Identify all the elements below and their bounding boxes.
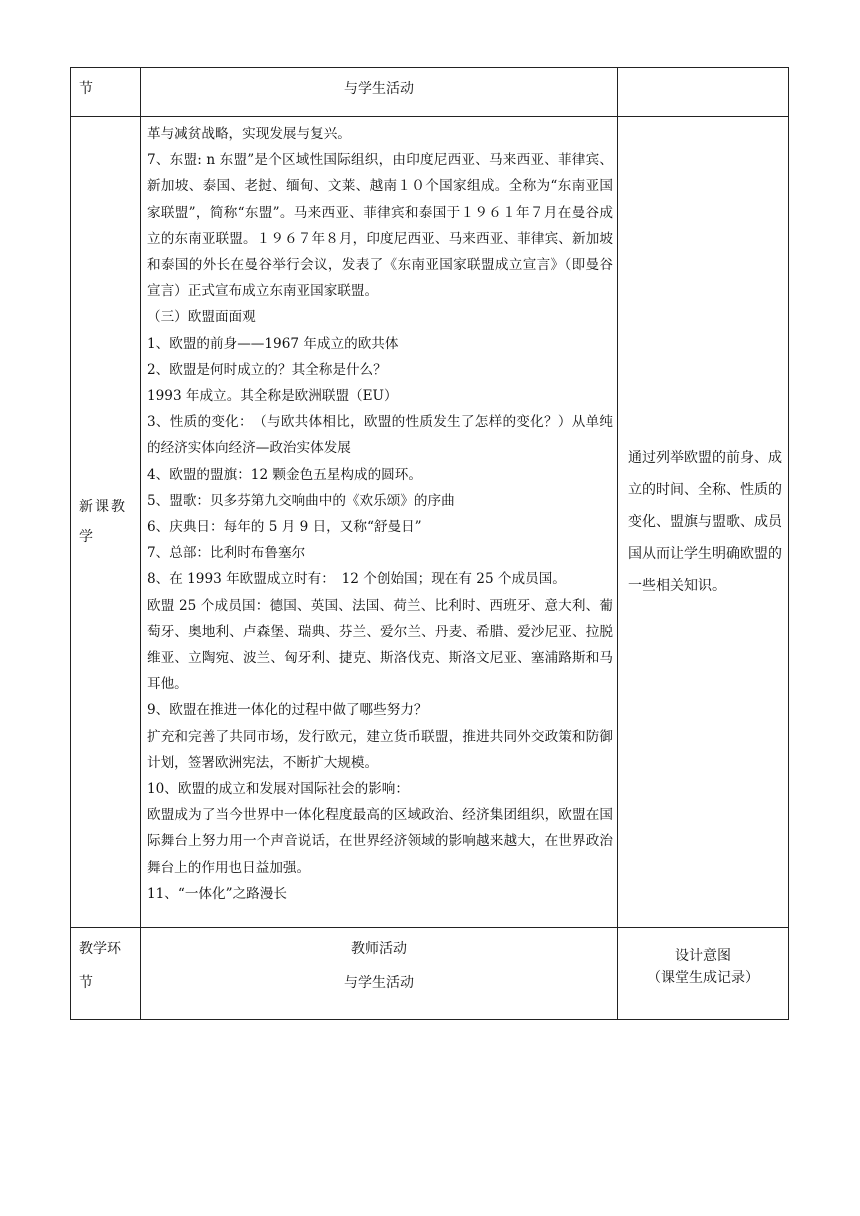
content-line: 5、盟歌：贝多芬第九交响曲中的《欢乐颂》的序曲	[147, 492, 455, 509]
footer-row	[71, 928, 789, 1020]
content-line: 革与减贫战略，实现发展与复兴。	[147, 126, 351, 142]
footer-stage-line1: 教学环	[79, 941, 121, 957]
content-line: 扩充和完善了共同市场，发行欧元，建立货币联盟，推进共同外交政策和防御计划，签署欧洲宪法，不断扩大规模。	[147, 728, 613, 771]
content-line: 7、总部：比利时布鲁塞尔	[147, 545, 306, 562]
content-line: 2、欧盟是何时成立的？其全称是什么？	[147, 361, 387, 378]
content-line: 10、欧盟的成立和发展对国际社会的影响：	[147, 781, 409, 798]
content-line: 6、庆典日：每年的 5 月 9 日，又称“舒曼日”	[147, 519, 422, 536]
lesson-plan-table	[70, 67, 789, 1020]
footer-stage-cell	[71, 928, 141, 1020]
content-line: 9、欧盟在推进一体化的过程中做了哪些努力？	[147, 702, 428, 719]
footer-stage-line2: 节	[79, 975, 93, 991]
footer-activity-line2: 与学生活动	[344, 975, 414, 991]
lesson-content	[141, 117, 618, 928]
header-cell-activity: 与学生活动	[141, 68, 618, 117]
header-row	[71, 68, 789, 117]
content-line: 欧盟成为了当今世界中一体化程度最高的区域政治、经济集团组织，欧盟在国际舞台上努力用一个声音说话，在世界经济领域的影响越来越大，在世界政治舞台上的作用也日益加强。	[147, 807, 613, 876]
content-line: 4、欧盟的盟旗：12 颗金色五星构成的圆环。	[147, 466, 422, 483]
footer-design-line1: 设计意图	[675, 948, 731, 964]
content-line: 1993 年成立。其全称是欧洲联盟（EU）	[147, 388, 398, 405]
content-line: 3、性质的变化： （与欧共体相比，欧盟的性质发生了怎样的变化？）从单纯的经济实体向经济—政治实体发展	[147, 414, 613, 457]
design-intent-note: 通过列举欧盟的前身、成立的时间、全称、性质的变化、盟旗与盟歌、成员国从而让学生明确欧盟的一些相关知识。	[618, 117, 789, 928]
content-line: 8、在 1993 年欧盟成立时有： 12 个创始国；现在有 25 个成员国。	[147, 571, 566, 588]
header-cell-design	[618, 68, 789, 117]
section-label: 新课教学	[71, 117, 141, 928]
header-cell-stage: 节	[71, 68, 141, 117]
content-line: 欧盟 25 个成员国：德国、英国、法国、荷兰、比利时、西班牙、意大利、葡萄牙、奥地利、卢森堡、瑞典、芬兰、爱尔兰、丹麦、希腊、爱沙尼亚、拉脱维亚、立陶宛、波兰、匈牙利、捷克、斯洛伐克、斯洛文尼亚、塞浦路斯和马耳他。	[147, 597, 613, 693]
footer-design-line2: （课堂生成记录）	[647, 970, 759, 986]
content-line: 1、欧盟的前身——1967 年成立的欧共体	[147, 335, 399, 352]
footer-activity-cell	[141, 928, 618, 1020]
footer-activity-line1: 教师活动	[351, 941, 407, 957]
content-line: （三）欧盟面面观	[147, 309, 256, 326]
content-row	[71, 117, 789, 928]
content-line: 7、东盟: n 东盟”是个区域性国际组织，由印度尼西亚、马来西亚、菲律宾、新加坡、泰国、老挝、缅甸、文莱、越南１０个国家组成。全称为“东南亚国家联盟”，简称“东盟”。马来西亚、菲律宾和泰国于１９６１年７月在曼谷成立的东南亚联盟。１９６７年８月，印度尼西亚、马来西亚、菲律宾、新加坡和泰国的外长在曼谷举行会议，发表了《东南亚国家联盟成立宣言》（即曼谷宣言）正式宣布成立东南亚国家联盟。	[147, 152, 613, 300]
content-line: 11、“一体化”之路漫长	[147, 885, 287, 902]
footer-design-cell	[618, 928, 789, 1020]
